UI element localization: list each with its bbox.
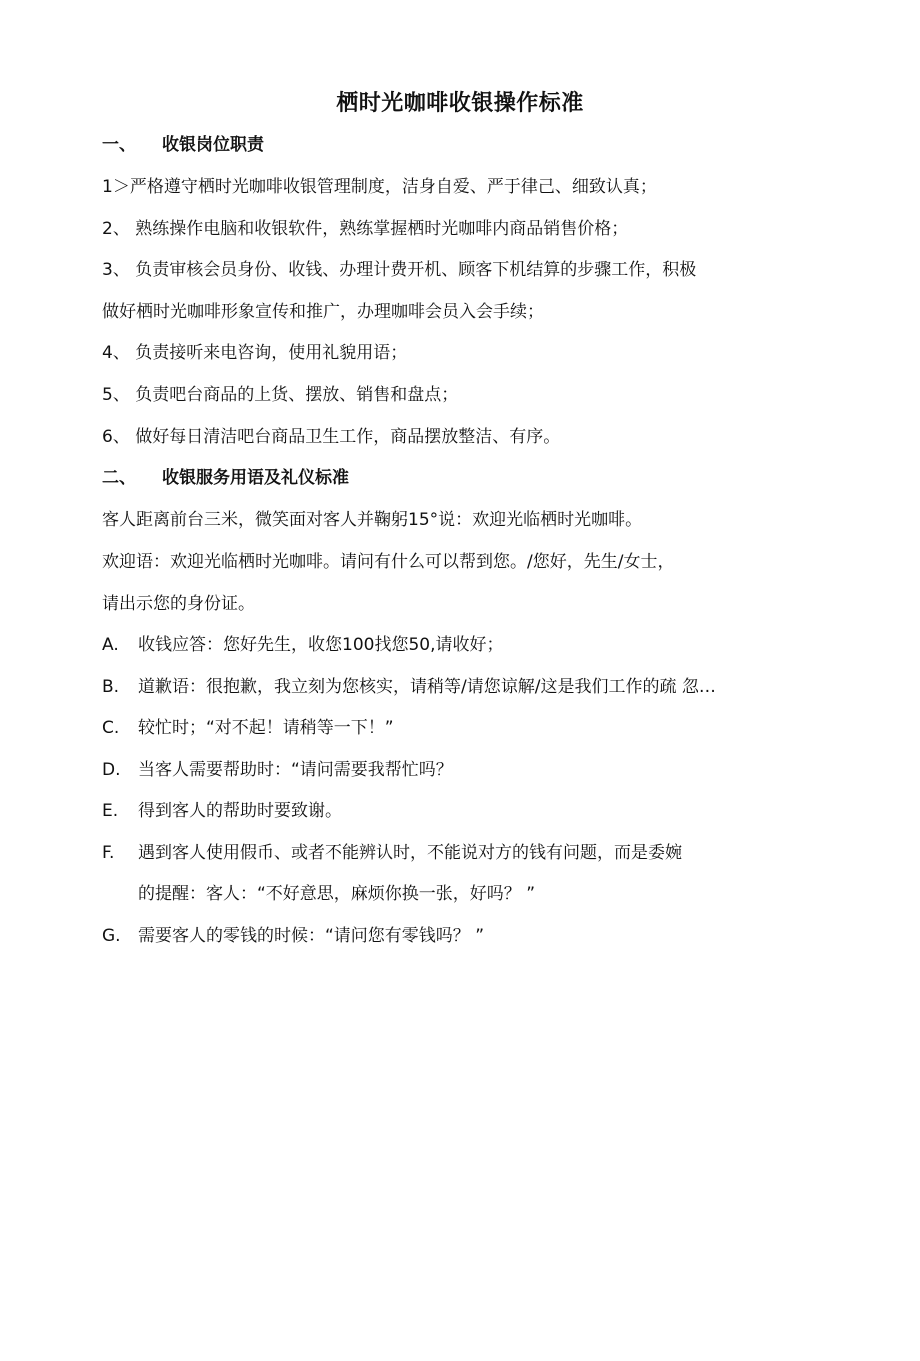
paragraph-line: 4、 负责接听来电咨询，使用礼貌用语； bbox=[102, 343, 408, 363]
paragraph-line: 5、 负责吧台商品的上货、摆放、销售和盘点； bbox=[102, 385, 459, 405]
list-item-f bbox=[102, 841, 682, 865]
list-marker: C. bbox=[102, 718, 120, 738]
list-item-e bbox=[102, 799, 342, 823]
list-item-text: 需要客人的零钱的时候：“请问您有零钱吗？ ” bbox=[138, 926, 485, 946]
list-item-d bbox=[102, 758, 453, 782]
list-item-text: 道歉语：很抱歉，我立刻为您核实，请稍等/请您谅解/这是我们工作的疏 忽… bbox=[138, 677, 716, 697]
section-1-heading bbox=[102, 133, 264, 157]
section-1-number: 一、 bbox=[102, 135, 136, 155]
list-item-text: 较忙时；“对不起！请稍等一下！” bbox=[138, 718, 394, 738]
paragraph-line: 客人距离前台三米，微笑面对客人并鞠躬15°说：欢迎光临栖时光咖啡。 bbox=[102, 510, 643, 530]
section-2-heading bbox=[102, 466, 349, 490]
list-item-b bbox=[102, 675, 716, 699]
section-1-title: 收银岗位职责 bbox=[162, 135, 264, 155]
list-item-c bbox=[102, 716, 394, 740]
paragraph-line: 1＞严格遵守栖时光咖啡收银管理制度，洁身自爱、严于律己、细致认真； bbox=[102, 177, 657, 197]
list-marker: B. bbox=[102, 677, 120, 697]
list-item-g bbox=[102, 924, 484, 948]
paragraph-line: 做好栖时光咖啡形象宣传和推广，办理咖啡会员入会手续； bbox=[102, 302, 544, 322]
list-marker: G. bbox=[102, 926, 121, 946]
list-item-text: 得到客人的帮助时要致谢。 bbox=[138, 801, 342, 821]
list-marker: E. bbox=[102, 801, 119, 821]
list-item-text: 收钱应答：您好先生，收您100找您50,请收好； bbox=[138, 635, 504, 655]
paragraph-line: 3、 负责审核会员身份、收钱、办理计费开机、顾客下机结算的步骤工作，积极 bbox=[102, 260, 697, 280]
paragraph-line: 欢迎语：欢迎光临栖时光咖啡。请问有什么可以帮到您。/您好，先生/女士， bbox=[102, 552, 675, 572]
list-item-f-continuation bbox=[102, 882, 535, 906]
list-marker: D. bbox=[102, 760, 121, 780]
list-item-a bbox=[102, 633, 503, 657]
list-marker: F. bbox=[102, 843, 115, 863]
paragraph-line: 请出示您的身份证。 bbox=[102, 594, 255, 614]
list-item-text: 的提醒：客人：“不好意思，麻烦你换一张，好吗？ ” bbox=[138, 884, 536, 904]
list-marker: A. bbox=[102, 635, 119, 655]
section-2-title: 收银服务用语及礼仪标准 bbox=[162, 468, 349, 488]
section-2-number: 二、 bbox=[102, 468, 136, 488]
document-title: 栖时光咖啡收银操作标准 bbox=[336, 91, 584, 116]
paragraph-line: 2、 熟练操作电脑和收银软件，熟练掌握栖时光咖啡内商品销售价格； bbox=[102, 219, 629, 239]
paragraph-line: 6、 做好每日清洁吧台商品卫生工作，商品摆放整洁、有序。 bbox=[102, 427, 561, 447]
list-item-text: 当客人需要帮助时：“请问需要我帮忙吗？ bbox=[138, 760, 453, 780]
list-item-text: 遇到客人使用假币、或者不能辨认时，不能说对方的钱有问题，而是委婉 bbox=[138, 843, 682, 863]
